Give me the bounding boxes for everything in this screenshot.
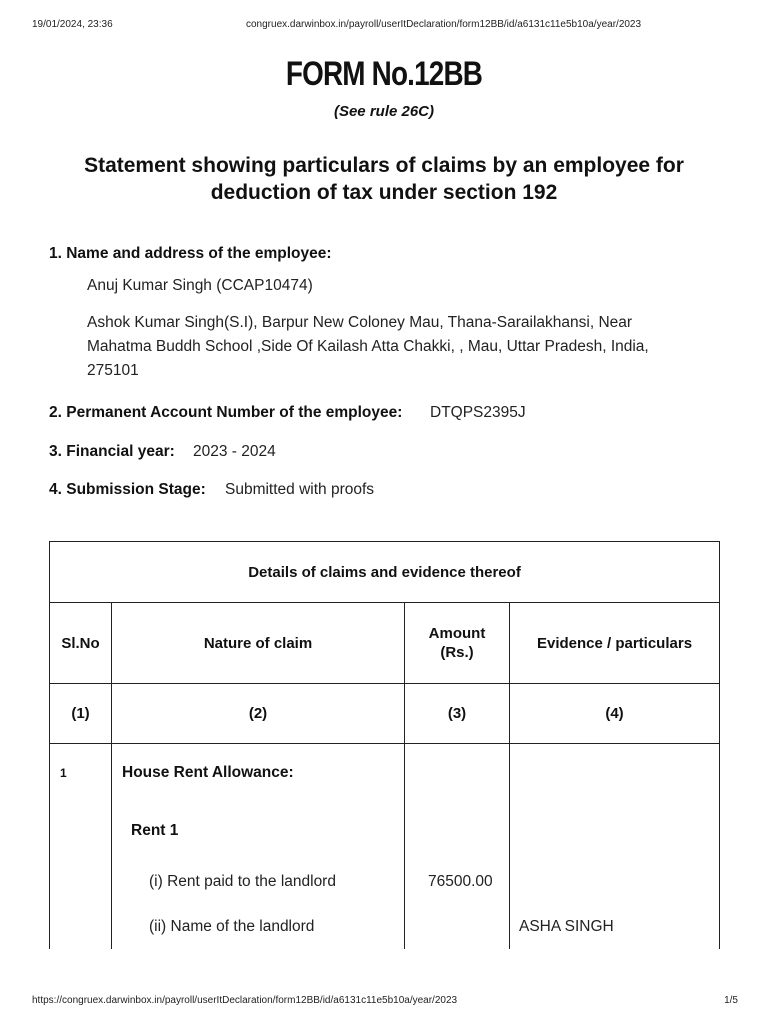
sl-no: 1 [60, 766, 67, 780]
column-number: (3) [405, 684, 510, 744]
statement-line-2: deduction of tax under section 192 [210, 181, 558, 204]
address-line-2: Mahatma Buddh School ,Side Of Kailash Atta Chakki, , Mau, Uttar Pradesh, India, [87, 338, 649, 355]
rent-paid-label: (i) Rent paid to the landlord [149, 873, 336, 890]
form-title: FORM No.12BB [285, 55, 483, 93]
landlord-label: (ii) Name of the landlord [149, 918, 315, 935]
header-amount [405, 603, 510, 684]
header-evidence: Evidence / particulars [510, 603, 720, 684]
amount-cell [405, 744, 510, 950]
print-footer-page: 1/5 [724, 995, 738, 1006]
column-number: (2) [112, 684, 405, 744]
header-nature-of-claim: Nature of claim [112, 603, 405, 684]
submission-stage-label: 4. Submission Stage: [49, 481, 206, 498]
claims-table [49, 541, 720, 949]
claim-subtitle: Rent 1 [131, 822, 179, 839]
pan-label: 2. Permanent Account Number of the employee: [49, 404, 403, 421]
header-amount-line2: (Rs.) [440, 644, 474, 661]
statement-line-1: Statement showing particulars of claims by an employee for [84, 154, 684, 177]
print-header-url: congruex.darwinbox.in/payroll/userItDeclaration/form12BB/id/a6131c11e5b10a/year/2023 [246, 19, 642, 30]
address-line-1: Ashok Kumar Singh(S.I), Barpur New Coloney Mau, Thana-Sarailakhansi, Near [87, 314, 633, 331]
form-rule: (See rule 26C) [333, 103, 435, 120]
table-header-row [50, 603, 720, 684]
evidence-cell [510, 744, 720, 950]
claim-title: House Rent Allowance: [122, 764, 294, 781]
pan-value: DTQPS2395J [430, 404, 526, 421]
financial-year-label: 3. Financial year: [49, 443, 175, 460]
employee-address [87, 311, 687, 383]
column-number: (1) [50, 684, 112, 744]
sl-no-cell [50, 744, 112, 950]
rent-paid-amount: 76500.00 [428, 873, 493, 890]
address-line-3: 275101 [87, 362, 139, 379]
table-caption: Details of claims and evidence thereof [50, 542, 720, 603]
header-amount-line1: Amount [428, 625, 486, 642]
print-footer-url: https://congruex.darwinbox.in/payroll/userItDeclaration/form12BB/id/a6131c11e5b10a/year/2023 [32, 995, 458, 1006]
form-statement [60, 152, 708, 206]
nature-cell [112, 744, 405, 950]
column-number: (4) [510, 684, 720, 744]
table-caption-row [50, 542, 720, 603]
employee-name: Anuj Kumar Singh (CCAP10474) [87, 277, 313, 294]
table-row [50, 744, 720, 950]
employee-label: 1. Name and address of the employee: [49, 245, 332, 262]
header-sl-no: Sl.No [50, 603, 112, 684]
landlord-name: ASHA SINGH [519, 918, 614, 935]
print-header-datetime: 19/01/2024, 23:36 [32, 19, 113, 30]
column-number-row [50, 684, 720, 744]
financial-year-value: 2023 - 2024 [193, 443, 276, 460]
submission-stage-value: Submitted with proofs [225, 481, 375, 498]
